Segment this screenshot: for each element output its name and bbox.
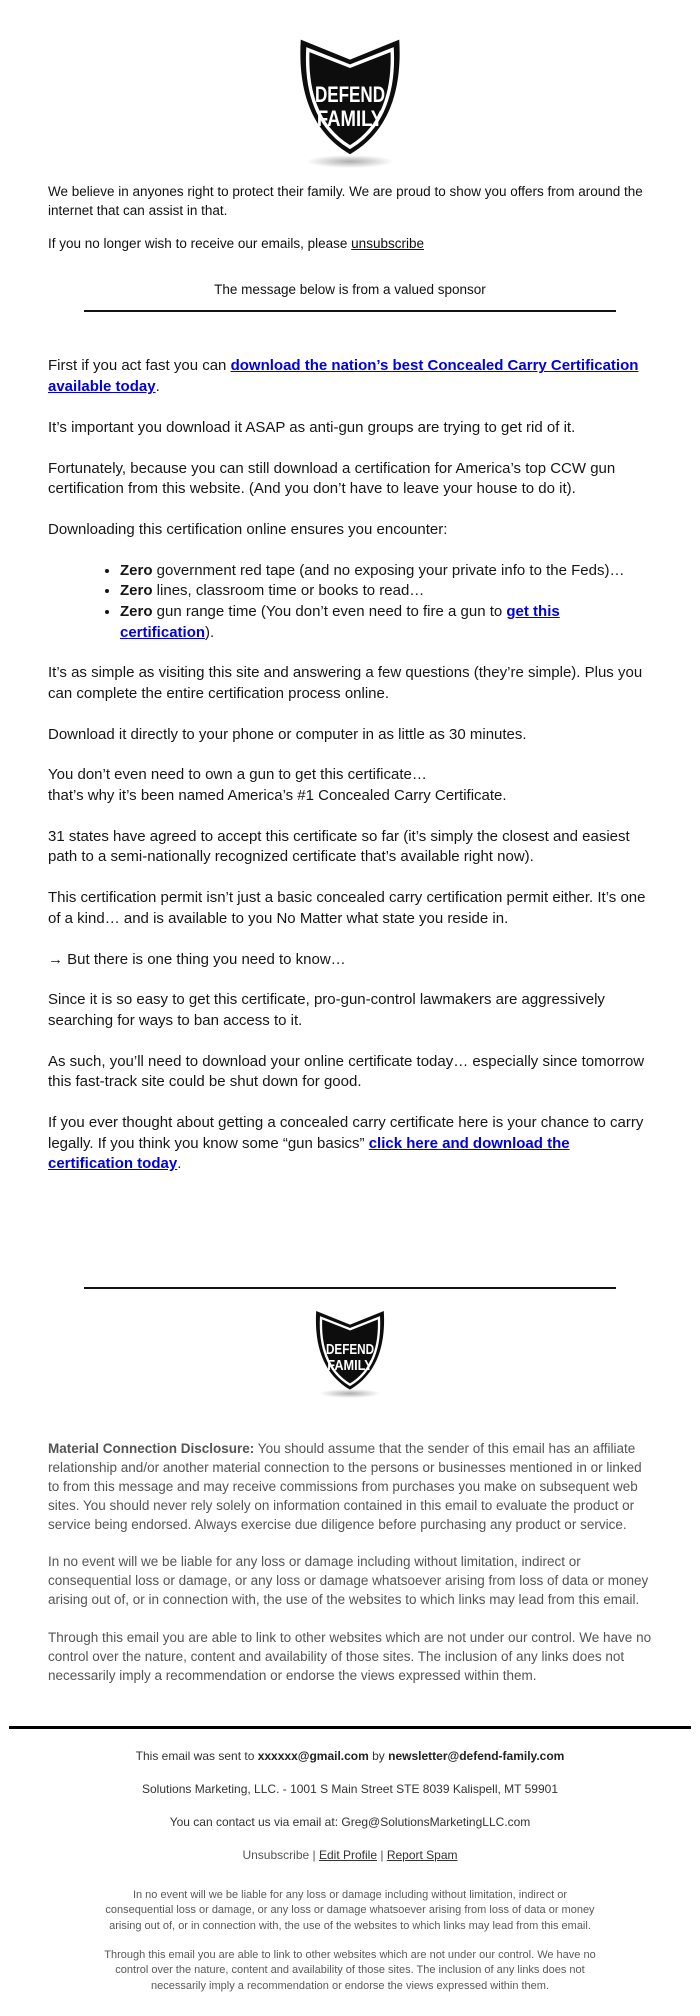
email-body [0,356,700,1175]
click-here-download-link[interactable]: click here and download the certification today [48,1134,570,1173]
p13-suffix: . [177,1155,182,1173]
benefit-text: lines, classroom time or books to read… [152,582,425,600]
paragraph-lawmakers: Since it is so easy to get this certificate, pro-gun-control lawmakers are aggressively searching for ways to ban access to it. [48,991,605,1029]
intro-text: We believe in anyones right to protect their family. We are proud to show you offers from around the internet that can assist in that. [48,184,643,219]
paragraph-simple: It’s as simple as visiting this site and answering a few questions (they’re simple). Plus you can complete the entire certification process online. [48,664,643,703]
benefit-item-gun-range [120,602,652,643]
paragraph-31-states: 31 states have agreed to accept this certificate so far (it’s simply the closest and easiest path to a semi-nationally recognized certificate that’s available right now). [48,827,630,866]
recipient-email: xxxxxx@gmail.com [257,1748,369,1763]
benefit-item-lines [120,581,652,602]
logo-word-family: FAMILY [316,105,384,131]
email-footer [9,1726,691,1994]
fineprint-external-links: Through this email you are able to link to other websites which are not under our control. We have no control over the nature, content and availability of those sites. The inclusion of any links does not necessarily imply a recommendation or endorse the views expressed within them. [104,1949,596,1992]
logo-word-family: FAMILY [327,1357,373,1375]
paragraph-ensures: Downloading this certification online ensures you encounter: [48,520,448,538]
edit-profile-link[interactable]: Edit Profile [318,1847,378,1862]
zero-bold: Zero [120,602,153,620]
p1-prefix: First if you act fast you can [48,357,231,375]
download-certification-link[interactable]: download the nation’s best Concealed Carry Certification available today [48,357,639,396]
zero-bold: Zero [120,561,153,579]
sent-prefix: This email was sent to [135,1748,258,1763]
contact-prefix: You can contact us via email at: [169,1814,342,1829]
logo-word-defend: DEFEND [314,82,386,108]
shield-logo-icon [293,34,407,159]
zero-bold: Zero [120,582,153,600]
contact-line [9,1815,691,1829]
unsubscribe-line [48,234,652,253]
paragraph-one-of-a-kind: This certification permit isn’t just a basic concealed carry certification permit either. It’s one of a kind… and is available to you No Matter what state you reside in. [48,889,646,927]
liability-disclaimer: In no event will we be liable for any loss or damage including without limitation, indirect or consequential loss or damage, or any loss or damage whatsoever arising from loss of data or money arising out of, or in connection with, the use of the websites to which links may lead from this email. [48,1554,649,1608]
paragraph-one-thing: → But there is one thing you need to know… [48,950,346,968]
company-address: Solutions Marketing, LLC. - 1001 S Main Street STE 8039 Kalispell, MT 59901 [142,1781,558,1796]
paragraph-fortunately: Fortunately, because you can still download a certification for America’s top CCW gun certification from this website. (And you don’t have to leave your house to do it). [48,459,616,498]
separator: | [312,1847,316,1862]
p1-suffix: . [155,378,160,396]
benefit-text: gun range time (You don’t even need to fire a gun to [152,602,507,620]
paragraph-asap: It’s important you download it ASAP as anti-gun groups are trying to get rid of it. [48,418,576,436]
benefit-text: government red tape (and no exposing your private info to the Feds)… [152,561,625,579]
get-certification-link[interactable]: get this certification [120,602,560,641]
sent-to-line [9,1749,691,1763]
unsubscribe-prefix: If you no longer wish to receive our emails, please [48,236,348,252]
footer-unsubscribe-link[interactable]: Unsubscribe [242,1847,310,1862]
footer-links [9,1848,691,1862]
sponsor-note: The message below is from a valued sponsor [214,282,486,298]
report-spam-link[interactable]: Report Spam [386,1847,458,1862]
paragraph-no-gun-needed [48,765,652,806]
logo-word-defend: DEFEND [325,1340,375,1358]
sent-mid: by [368,1748,389,1763]
paragraph-act-fast [48,356,652,397]
benefit-item-red-tape [120,561,652,582]
logo-shadow [320,1389,380,1398]
unsubscribe-link[interactable]: unsubscribe [351,236,424,252]
paragraph-final-cta [48,1113,652,1175]
logo-shadow [307,155,393,168]
shield-logo-icon [311,1307,389,1393]
p7-line2: that’s why it’s been named America’s #1 Concealed Carry Certificate. [48,787,507,805]
external-links-disclaimer: Through this email you are able to link to other websites which are not under our control. We have no control over the nature, content and availability of those sites. The inclusion of any links does not necessarily imply a recommendation or endorse the views expressed within them. [48,1630,652,1683]
contact-email: Greg@SolutionsMarketingLLC.com [341,1814,531,1829]
disclosure-text: You should assume that the sender of this email has an affiliate relationship and/or another material connection to the persons or businesses mentioned in or linked to from this message and may receive commissions from purchases you make on subsequent web sites. You should never rely solely on information contained in this email to evaluate the product or service being endorsed. Always exercise due diligence before purchasing any product or service. [48,1441,642,1532]
benefit-suffix: ). [205,623,215,641]
brand-logo-bottom [0,1289,700,1398]
separator: | [380,1847,384,1862]
paragraph-shut-down: As such, you’ll need to download your online certificate today… especially since tomorrow this fast-track site could be shut down for good. [48,1052,645,1091]
fineprint-liability: In no event will we be liable for any loss or damage including without limitation, indirect or consequential loss or damage, or any loss or damage whatsoever arising from loss of data or money arising out of, or in connection with, the use of the websites to which links may lead from this email. [105,1888,595,1932]
paragraph-download-30min: Download it directly to your phone or computer in as little as 30 minutes. [48,725,527,743]
sender-email: newsletter@defend-family.com [388,1748,565,1763]
p13-prefix: If you ever thought about getting a concealed carry certificate here is your chance to carry legally. If you think you know some “gun basics” [48,1113,644,1152]
material-connection-disclosure [48,1440,652,1534]
p7-line1: You don’t even need to own a gun to get this certificate… [48,766,427,784]
benefits-list [48,561,652,644]
disclosure-section [0,1440,700,1686]
divider-top [84,310,616,312]
disclosure-lead: Material Connection Disclosure: [48,1441,255,1457]
brand-logo-top [0,0,700,168]
